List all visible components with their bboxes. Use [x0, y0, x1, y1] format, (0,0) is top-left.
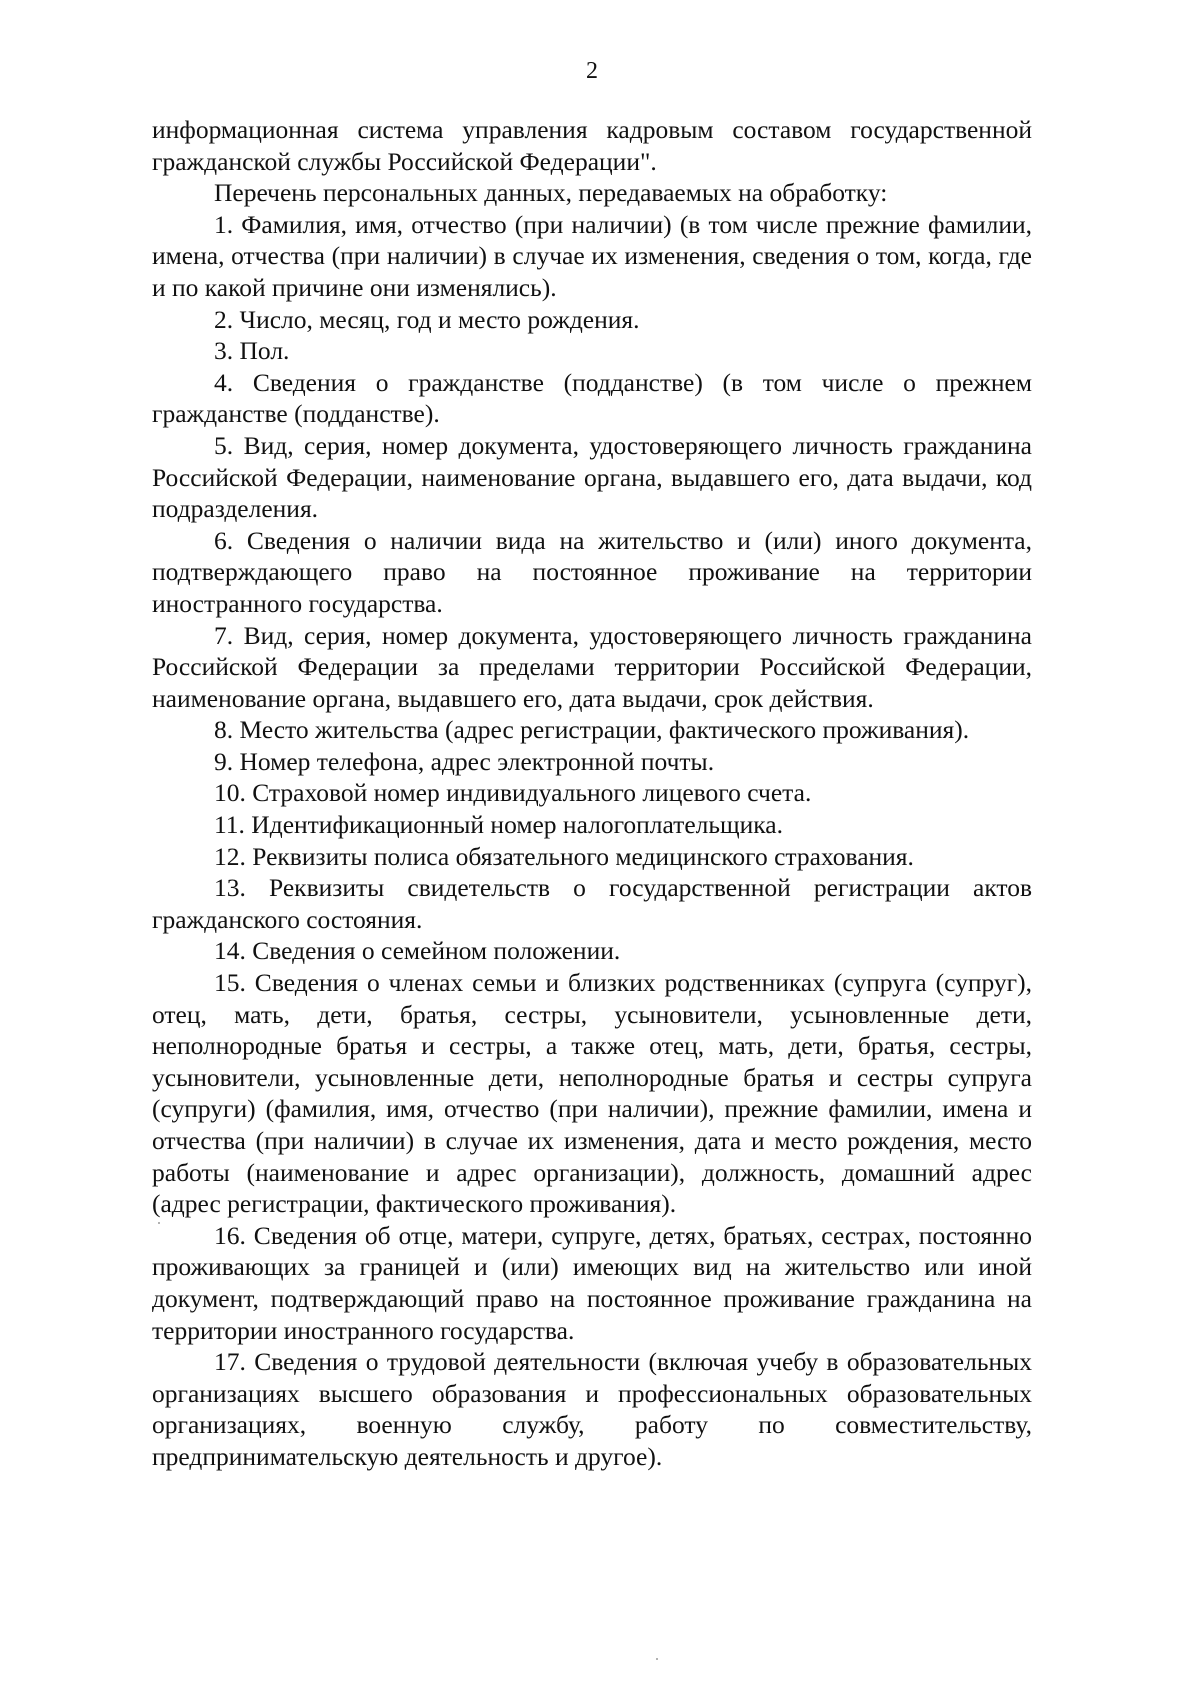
scan-speck [656, 1658, 658, 1660]
document-page [152, 56, 1032, 1656]
intro-continuation: информационная система управления кадровым составом государственной гражданской службы Российской Федерации". [152, 115, 1032, 176]
list-item: 9. Номер телефона, адрес электронной почты. [214, 746, 715, 776]
list-item: 6. Сведения о наличии вида на жительство и (или) иного документа, подтверждающего право на постоянное проживание на территории иностранного государства. [152, 525, 1032, 618]
list-item: 17. Сведения о трудовой деятельности (включая учебу в образовательных организациях высшего образования и профессиональных образовательных организациях, военную службу, работу по совместительству, предпринимательскую деятельность и другое). [152, 1347, 1032, 1471]
list-item: 14. Сведения о семейном положении. [214, 936, 621, 966]
list-item: 2. Число, месяц, год и место рождения. [214, 304, 640, 334]
list-item: 13. Реквизиты свидетельств о государственной регистрации актов гражданского состояния. [152, 873, 1032, 934]
list-item: 15. Сведения о членах семьи и близких родственниках (супруга (супруг), отец, мать, дети, братья, сестры, усыновители, усыновленные дети, неполнородные братья и сестры, а также отец, мать, дети, братья, сестры, усыновители, усыновленные дети, неполнородные братья и сестры супруга (супруги) (фамилия, имя, отчество (при наличии), прежние фамилии, имена и отчества (при наличии) в случае их изменения, дата и место рождения, место работы (наименование и адрес организации), должность, домашний адрес (адрес регистрации, фактического проживания). [152, 968, 1032, 1219]
list-item: 1. Фамилия, имя, отчество (при наличии) (в том числе прежние фамилии, имена, отчества (при наличии) в случае их изменения, сведения о том, когда, где и по какой причине они изменялись). [152, 209, 1032, 302]
list-item: 8. Место жительства (адрес регистрации, фактического проживания). [214, 715, 970, 745]
list-heading: Перечень персональных данных, передаваемых на обработку: [214, 178, 888, 208]
scan-speck [158, 1222, 160, 1224]
list-item: 7. Вид, серия, номер документа, удостоверяющего личность гражданина Российской Федерации за пределами территории Российской Федерации, наименование органа, выдавшего его, дата выдачи, срок действия. [152, 620, 1032, 713]
list-item: 3. Пол. [214, 336, 290, 366]
list-item: 4. Сведения о гражданстве (подданстве) (в том числе о прежнем гражданстве (подданстве). [152, 367, 1032, 429]
list-item: 10. Страховой номер индивидуального лицевого счета. [214, 778, 812, 808]
list-item: 5. Вид, серия, номер документа, удостоверяющего личность гражданина Российской Федерации, наименование органа, выдавшего его, дата выдачи, код подразделения. [152, 430, 1032, 524]
personal-data-list [152, 209, 1032, 1473]
page-number: 2 [586, 58, 598, 84]
list-item: 12. Реквизиты полиса обязательного медицинского страхования. [214, 841, 914, 871]
list-item: 11. Идентификационный номер налогоплательщика. [214, 810, 783, 840]
list-item: 16. Сведения об отце, матери, супруге, детях, братьях, сестрах, постоянно проживающих за границей и (или) имеющих вид на жительство или иной документ, подтверждающий право на постоянное проживание гражданина на территории иностранного государства. [152, 1220, 1032, 1345]
